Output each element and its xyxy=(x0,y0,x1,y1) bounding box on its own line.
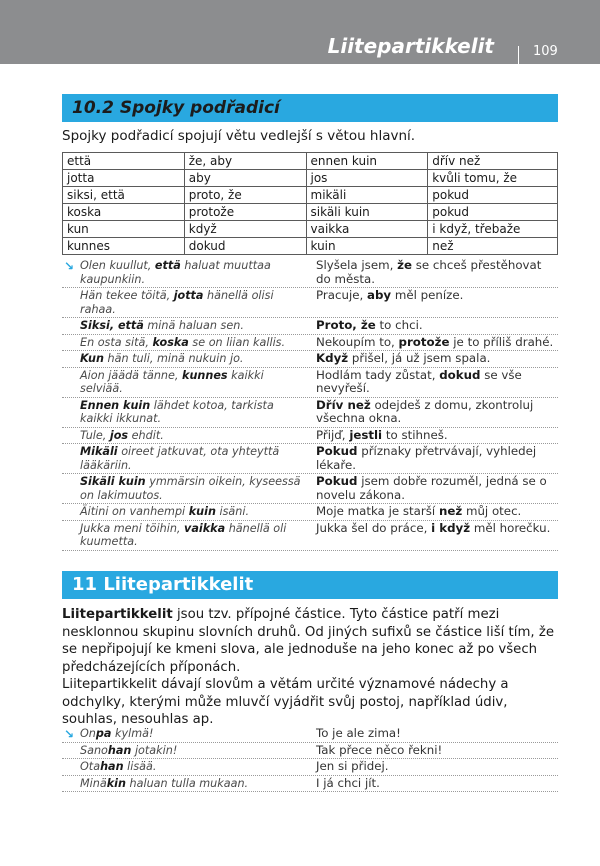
example-finnish: Äitini on vanhempi kuin isäni. xyxy=(80,505,250,518)
example-finnish: ↘ Onpa kylmä! xyxy=(64,727,154,741)
example-czech: Tak přece něco řekni! xyxy=(316,742,443,757)
example-czech: Pokud jsem dobře rozuměl, jedná se o novelu zákona. xyxy=(316,474,547,502)
example-finnish: Jukka meni töihin, vaikka hänellä oli kuumetta. xyxy=(80,521,287,548)
header-divider xyxy=(518,46,519,64)
table-cell: protože xyxy=(184,204,306,221)
example-list-conjunctions xyxy=(62,258,558,551)
example-finnish: ↘ Olen kuullut, että haluat muuttaa kaupunkiin. xyxy=(64,259,271,286)
page-header xyxy=(0,0,600,64)
example-finnish: Minäkin haluan tulla mukaan. xyxy=(80,776,249,790)
example-row xyxy=(62,444,558,474)
example-row xyxy=(62,335,558,352)
arrow-down-right-icon: ↘ xyxy=(64,727,75,741)
conjunction-table xyxy=(62,152,558,255)
section-intro: Spojky podřadicí spojují větu vedlejší s větou hlavní. xyxy=(62,128,416,144)
example-czech: Pracuje, aby měl peníze. xyxy=(316,288,464,302)
table-row xyxy=(63,238,558,255)
table-cell: sikäli kuin xyxy=(306,204,428,221)
example-finnish: Sanohan jotakin! xyxy=(80,743,178,757)
example-czech: To je ale zima! xyxy=(316,726,401,740)
section-heading-11: 11 Liitepartikkelit xyxy=(62,571,558,599)
arrow-down-right-icon: ↘ xyxy=(64,259,75,273)
paragraph-liitepartikkelit-intro: Liitepartikkelit jsou tzv. přípojné částice. Tyto částice patří mezi nesklonnou skupinu slovních druhů. Od jiných sufixů se částice liší tím, že se nepřipojují ke kmeni slova, ale jednoduše na jeho konec až po všech předcházejících příponách. xyxy=(62,607,555,675)
example-czech: Nekoupím to, protože je to příliš drahé. xyxy=(316,334,554,349)
example-row xyxy=(62,398,558,428)
table-cell: vaikka xyxy=(306,221,428,238)
example-row xyxy=(62,743,558,760)
table-cell: proto, že xyxy=(184,187,306,204)
table-cell: mikäli xyxy=(306,187,428,204)
example-row xyxy=(62,258,558,288)
table-cell: pokud xyxy=(428,204,558,221)
example-finnish: En osta sitä, koska se on liian kallis. xyxy=(80,335,286,349)
table-row xyxy=(63,170,558,187)
table-cell: jotta xyxy=(63,170,185,187)
table-cell: že, aby xyxy=(184,153,306,170)
table-cell: aby xyxy=(184,170,306,187)
example-row xyxy=(62,474,558,504)
example-czech: Přijď, jestli to stihneš. xyxy=(316,427,448,442)
example-finnish: Otahan lisää. xyxy=(80,760,157,773)
example-row xyxy=(62,521,558,551)
example-czech: Dřív než odejdeš z domu, zkontroluj všechna okna. xyxy=(316,397,534,425)
example-list-particles xyxy=(62,726,558,792)
table-cell: dokud xyxy=(184,238,306,255)
example-row xyxy=(62,428,558,445)
table-row xyxy=(63,204,558,221)
example-czech: Když přišel, já už jsem spala. xyxy=(316,351,491,365)
example-czech: Pokud příznaky přetrvávají, vyhledej lékaře. xyxy=(316,444,537,472)
table-cell: i když, třebaže xyxy=(428,221,558,238)
table-row xyxy=(63,187,558,204)
example-finnish: Mikäli oireet jatkuvat, ota yhteyttä lääkäriin. xyxy=(80,445,280,472)
table-cell: kuin xyxy=(306,238,428,255)
example-row xyxy=(62,504,558,521)
example-row xyxy=(62,759,558,776)
example-finnish: Tule, jos ehdit. xyxy=(80,428,164,442)
table-cell: kun xyxy=(63,221,185,238)
example-czech: Proto, že to chci. xyxy=(316,318,423,332)
section-heading-10-2: 10.2 Spojky podřadicí xyxy=(62,94,558,122)
table-cell: jos xyxy=(306,170,428,187)
example-czech: Jen si přidej. xyxy=(316,759,389,773)
example-row xyxy=(62,726,558,743)
example-row xyxy=(62,368,558,398)
paragraph-liitepartikkelit-function: Liitepartikkelit dávají slovům a větám určité významové nádechy a odchylky, kterými může mluvčí vyjádřit svůj postoj, například údiv, souhlas, nesouhlas ap. xyxy=(62,677,509,727)
example-row xyxy=(62,288,558,318)
example-row xyxy=(62,776,558,793)
example-finnish: Ennen kuin lähdet kotoa, tarkista kaikki ikkunat. xyxy=(80,398,274,425)
table-cell: ennen kuin xyxy=(306,153,428,170)
table-cell: dřív než xyxy=(428,153,558,170)
table-cell: koska xyxy=(63,204,185,221)
example-row xyxy=(62,351,558,368)
example-row xyxy=(62,318,558,335)
table-cell: siksi, että xyxy=(63,187,185,204)
table-row xyxy=(63,153,558,170)
example-finnish: Sikäli kuin ymmärsin oikein, kyseessä on lakimuutos. xyxy=(80,475,301,502)
chapter-title: Liitepartikkelit xyxy=(327,34,494,58)
example-finnish: Siksi, että minä haluan sen. xyxy=(80,319,244,332)
table-cell: kunnes xyxy=(63,238,185,255)
example-finnish: Hän tekee töitä, jotta hänellä olisi rahaa. xyxy=(80,289,274,316)
table-cell: než xyxy=(428,238,558,255)
example-czech: Hodlám tady zůstat, dokud se vše nevyřeší. xyxy=(316,367,522,395)
table-row xyxy=(63,221,558,238)
example-czech: Moje matka je starší než můj otec. xyxy=(316,504,522,518)
table-cell: když xyxy=(184,221,306,238)
example-czech: Jukka šel do práce, i když měl horečku. xyxy=(316,520,551,535)
example-finnish: Aion jäädä tänne, kunnes kaikki selviää. xyxy=(80,368,264,395)
example-czech: I já chci jít. xyxy=(316,775,380,790)
table-cell: pokud xyxy=(428,187,558,204)
table-cell: kvůli tomu, že xyxy=(428,170,558,187)
page-number: 109 xyxy=(533,44,558,59)
table-cell: että xyxy=(63,153,185,170)
example-czech: Slyšela jsem, že se chceš přestěhovat do města. xyxy=(316,258,542,286)
example-finnish: Kun hän tuli, minä nukuin jo. xyxy=(80,352,244,365)
